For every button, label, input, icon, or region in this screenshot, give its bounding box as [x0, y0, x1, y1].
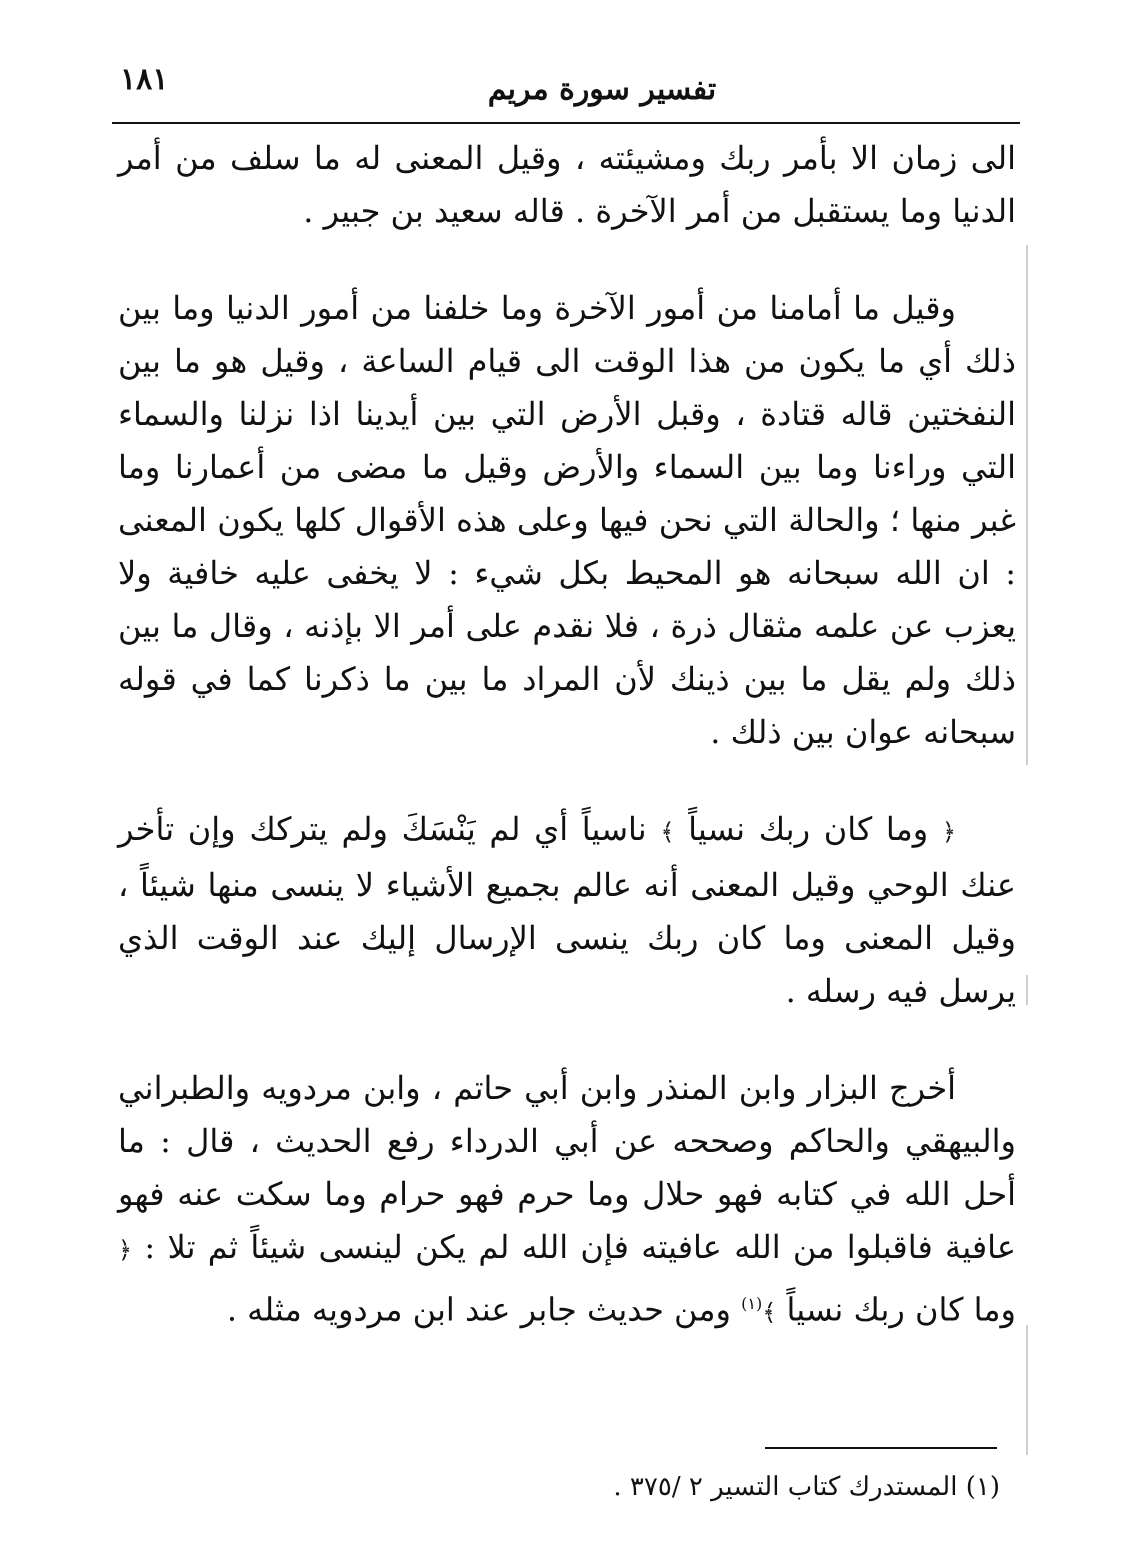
paragraph-1-text: الى زمان الا بأمر ربك ومشيئته ، وقيل المعنى له ما سلف من أمر الدنيا وما يستقبل من أمر الآخرة . قاله سعيد بن جبير .: [118, 139, 1016, 230]
page-header: [112, 58, 1020, 124]
footnote-reference: (١): [741, 1294, 763, 1313]
paragraph-3: [118, 803, 1016, 1018]
page-number: ١٨١: [120, 62, 169, 97]
margin-mark: [1026, 1325, 1028, 1455]
quran-bracket-open-icon: ﴿: [118, 1236, 133, 1264]
paragraph-2: [118, 282, 1016, 759]
quran-bracket-close-icon: ﴾: [762, 1298, 777, 1327]
margin-mark: [1026, 245, 1028, 765]
running-title: تفسير سورة مريم: [487, 72, 717, 107]
footnote: (١) المستدرك كتاب التسير ٢ /٣٧٥ .: [613, 1472, 1000, 1502]
paragraph-1: [118, 132, 1016, 238]
paragraph-2-text: وقيل ما أمامنا من أمور الآخرة وما خلفنا من أمور الدنيا وما بين ذلك أي ما يكون من هذا الوقت الى قيام الساعة ، وقيل هو ما بين النفختين قاله قتادة ، وقبل الأرض التي بين أيدينا اذا نزلنا والسماء التي وراءنا وما بين السماء والأرض وقيل ما مضى من أعمارنا وما غبر منها ؛ والحالة التي نحن فيها وعلى هذه الأقوال كلها يكون المعنى : ان الله سبحانه هو المحيط بكل شيء : لا يخفى عليه خافية ولا يعزب عن علمه مثقال ذرة ، فلا نقدم على أمر الا بإذنه ، وقال ما بين ذلك ولم يقل ما بين ذينك لأن المراد ما بين ما ذكرنا كما في قوله سبحانه عوان بين ذلك .: [118, 289, 1017, 751]
margin-mark: [1026, 975, 1028, 1005]
quran-quote: وما كان ربك نسياً: [688, 810, 929, 848]
quran-quote: وما كان ربك نسياً: [786, 1290, 1016, 1329]
paragraph-4-text-after: ومن حديث جابر عند ابن مردويه مثله .: [226, 1290, 731, 1329]
paragraph-4-text-before: أخرج البزار وابن المنذر وابن أبي حاتم ، وابن مردويه والطبراني والبيهقي والحاكم وصححه عن أبي الدرداء رفع الحديث ، قال : ما أحل الله في كتابه فهو حلال وما حرم فهو حرام وما سكت عنه فهو عافية فاقبلوا من الله عافيته فإن الله لم يكن لينسى شيئاً ثم تلا :: [118, 1069, 1017, 1266]
quran-bracket-open-icon: ﴿: [941, 818, 957, 846]
quran-bracket-close-icon: ﴾: [660, 818, 675, 846]
body-text: [118, 132, 1016, 1384]
paragraph-3-text: ناسياً أي لم يَنْسَكَ ولم يتركك وإن تأخر عنك الوحي وقيل المعنى أنه عالم بجميع الأشياء لا ينسى منها شيئاً ، وقيل المعنى وما كان ربك ينسى الإرسال إليك عند الوقت الذي يرسل فيه رسله .: [118, 810, 1016, 1010]
paragraph-4: [118, 1062, 1016, 1340]
footnote-divider: [765, 1447, 997, 1449]
